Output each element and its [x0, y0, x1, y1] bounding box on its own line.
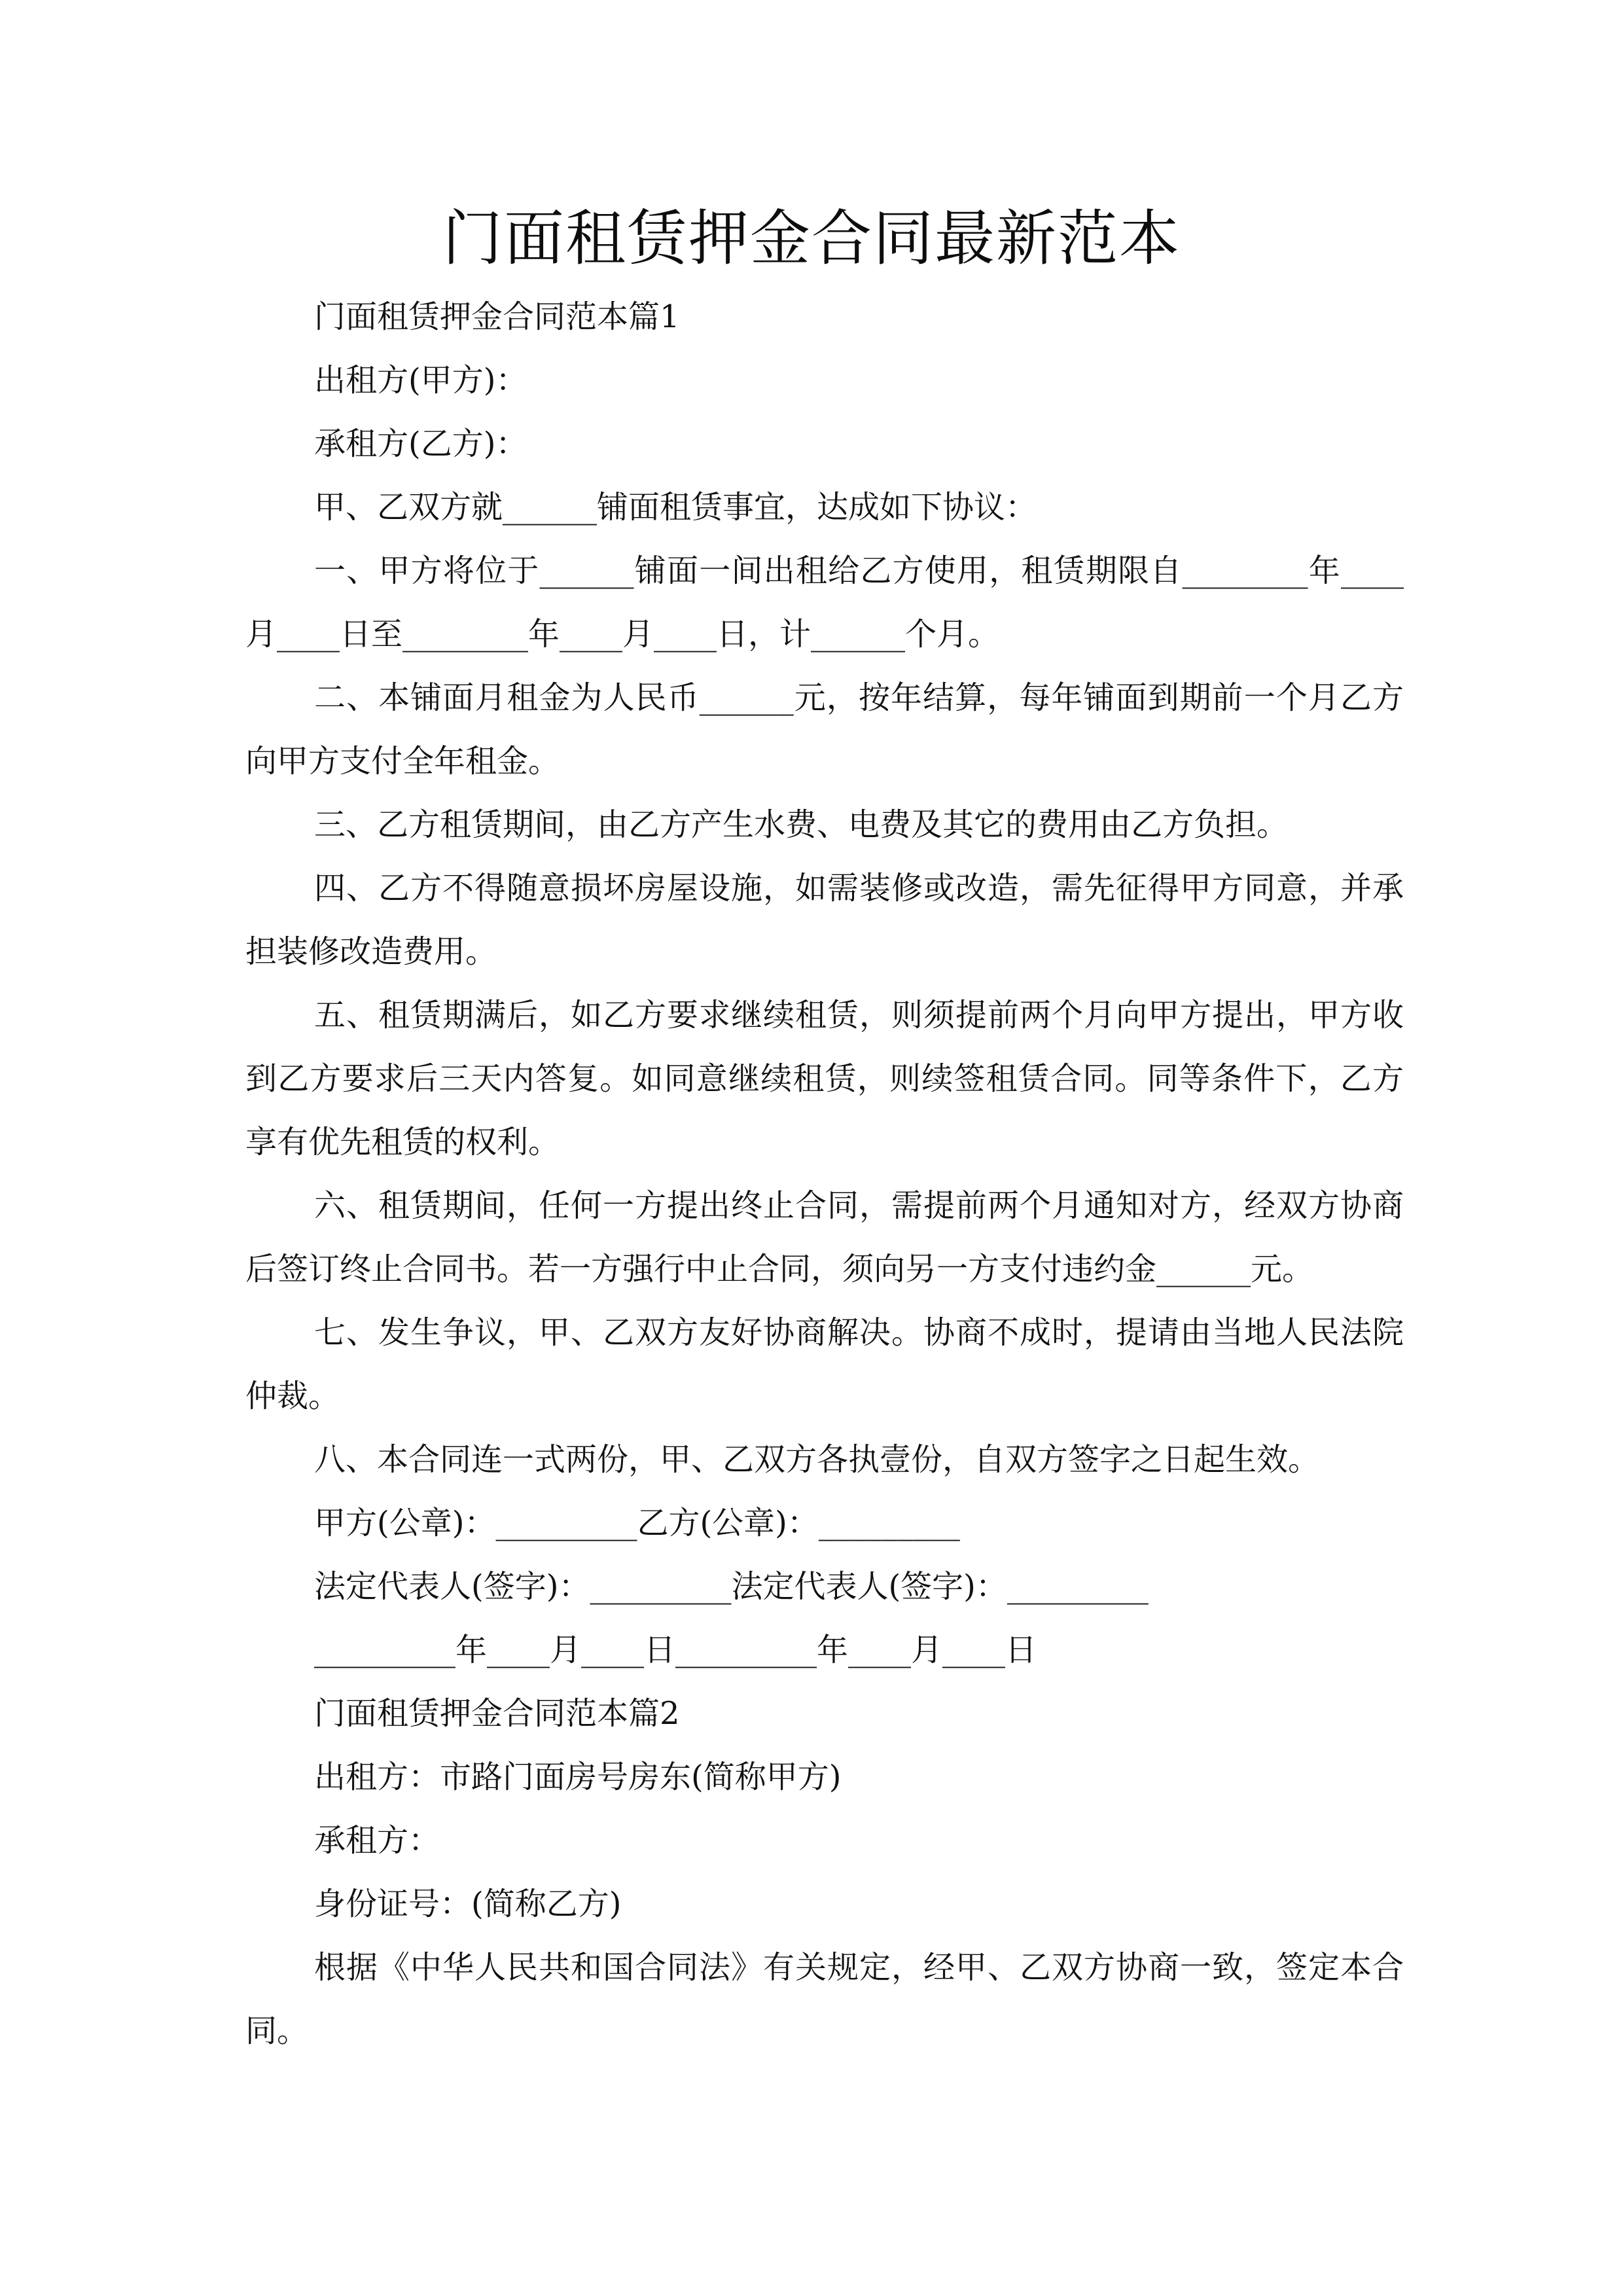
clause-7: 七、发生争议，甲、乙双方友好协商解决。协商不成时，提请由当地人民法院仲裁。	[245, 1314, 1404, 1414]
clause-5: 五、租赁期满后，如乙方要求继续租赁，则须提前两个月向甲方提出，甲方收到乙方要求后三天内答复。如同意继续租赁，则续签租赁合同。同等条件下，乙方享有优先租赁的权利。	[245, 997, 1404, 1160]
clause-4: 四、乙方不得随意损坏房屋设施，如需装修或改造，需先征得甲方同意，并承担装修改造费用。	[245, 870, 1404, 970]
clause-8: 八、本合同连一式两份，甲、乙双方各执壹份，自双方签字之日起生效。	[314, 1441, 1320, 1478]
lessee-line: 承租方(乙方)：	[314, 425, 527, 462]
agreement-intro: 甲、乙双方就______铺面租赁事宜，达成如下协议：	[314, 489, 1037, 526]
lessor-line-2: 出租方：市路门面房号房东(简称甲方)	[314, 1759, 842, 1795]
legal-basis-paragraph: 根据《中华人民共和国合同法》有关规定，经甲、乙双方协商一致，签定本合同。	[245, 1949, 1404, 2049]
clause-1: 一、甲方将位于______铺面一间出租给乙方使用，租赁期限自________年____月____日至________年____月____日，计______个月。	[245, 552, 1404, 653]
section-heading-2: 门面租赁押金合同范本篇2	[314, 1695, 680, 1732]
lessee-line-2: 承租方：	[314, 1822, 440, 1859]
seal-line: 甲方(公章)：_________乙方(公章)：_________	[314, 1505, 960, 1541]
clause-3: 三、乙方租赁期间，由乙方产生水费、电费及其它的费用由乙方负担。	[314, 806, 1289, 843]
document-title: 门面租赁押金合同最新范本	[442, 204, 1181, 274]
section-heading-1: 门面租赁押金合同范本篇1	[314, 298, 680, 335]
signature-line: 法定代表人(签字)：_________法定代表人(签字)：_________	[314, 1568, 1149, 1605]
id-number-line: 身份证号：(简称乙方)	[314, 1886, 622, 1922]
document-body	[245, 285, 1404, 2063]
clause-6: 六、租赁期间，任何一方提出终止合同，需提前两个月通知对方，经双方协商后签订终止合同书。若一方强行中止合同，须向另一方支付违约金______元。	[245, 1187, 1404, 1287]
clause-2: 二、本铺面月租金为人民币______元，按年结算，每年铺面到期前一个月乙方向甲方支付全年租金。	[245, 679, 1404, 780]
lessor-line: 出租方(甲方)：	[314, 362, 527, 399]
date-line: _________年____月____日_________年____月____日	[314, 1632, 1037, 1668]
